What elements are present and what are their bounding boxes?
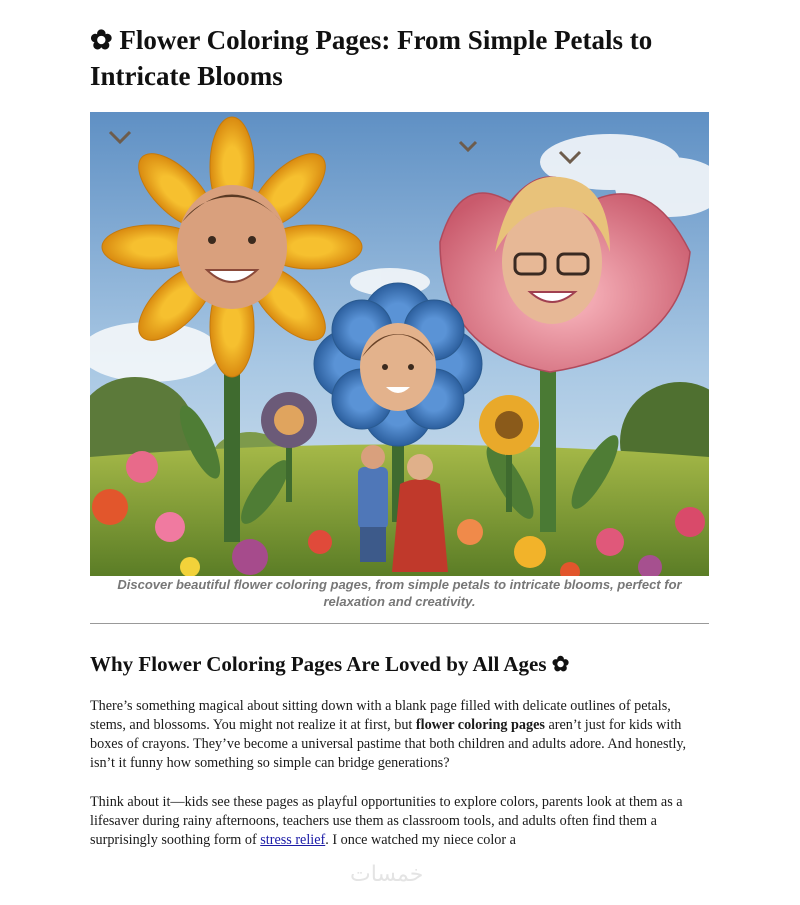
section-heading: Why Flower Coloring Pages Are Loved by All Ages ✿ [90, 652, 570, 676]
page-title: ✿ Flower Coloring Pages: From Simple Petals to Intricate Blooms [90, 25, 653, 91]
section-divider [90, 623, 709, 624]
bold-keyword: flower coloring pages [415, 717, 545, 733]
paragraph-second [90, 793, 710, 850]
watermark-logo: خمسات [350, 862, 424, 887]
paragraph-text: Think about it—kids see these pages as playful opportunities to explore colors, parents look at them as a lifesaver during rainy afternoons, teachers use them as classroom tools, and adults often find them a surprisingly soothing form of [90, 794, 683, 848]
hero-image [90, 112, 709, 576]
stress-relief-link[interactable]: stress relief [260, 832, 326, 848]
paragraph-text: There’s something magical about sitting down with a blank page filled with delicate outlines of petals, stems, and blossoms. You might not realize it at first, but [90, 698, 671, 733]
paragraph-text: . I once watched my niece color a [325, 832, 516, 848]
paragraph-text: aren’t just for kids with boxes of crayons. They’ve become a universal pastime that both children and adults adore. And honestly, isn’t it funny how something so simple can bridge generations? [90, 717, 687, 771]
paragraph-intro [90, 697, 710, 773]
image-caption: Discover beautiful flower coloring pages, from simple petals to intricate blooms, perfect for relaxation and creativity. [117, 577, 682, 609]
